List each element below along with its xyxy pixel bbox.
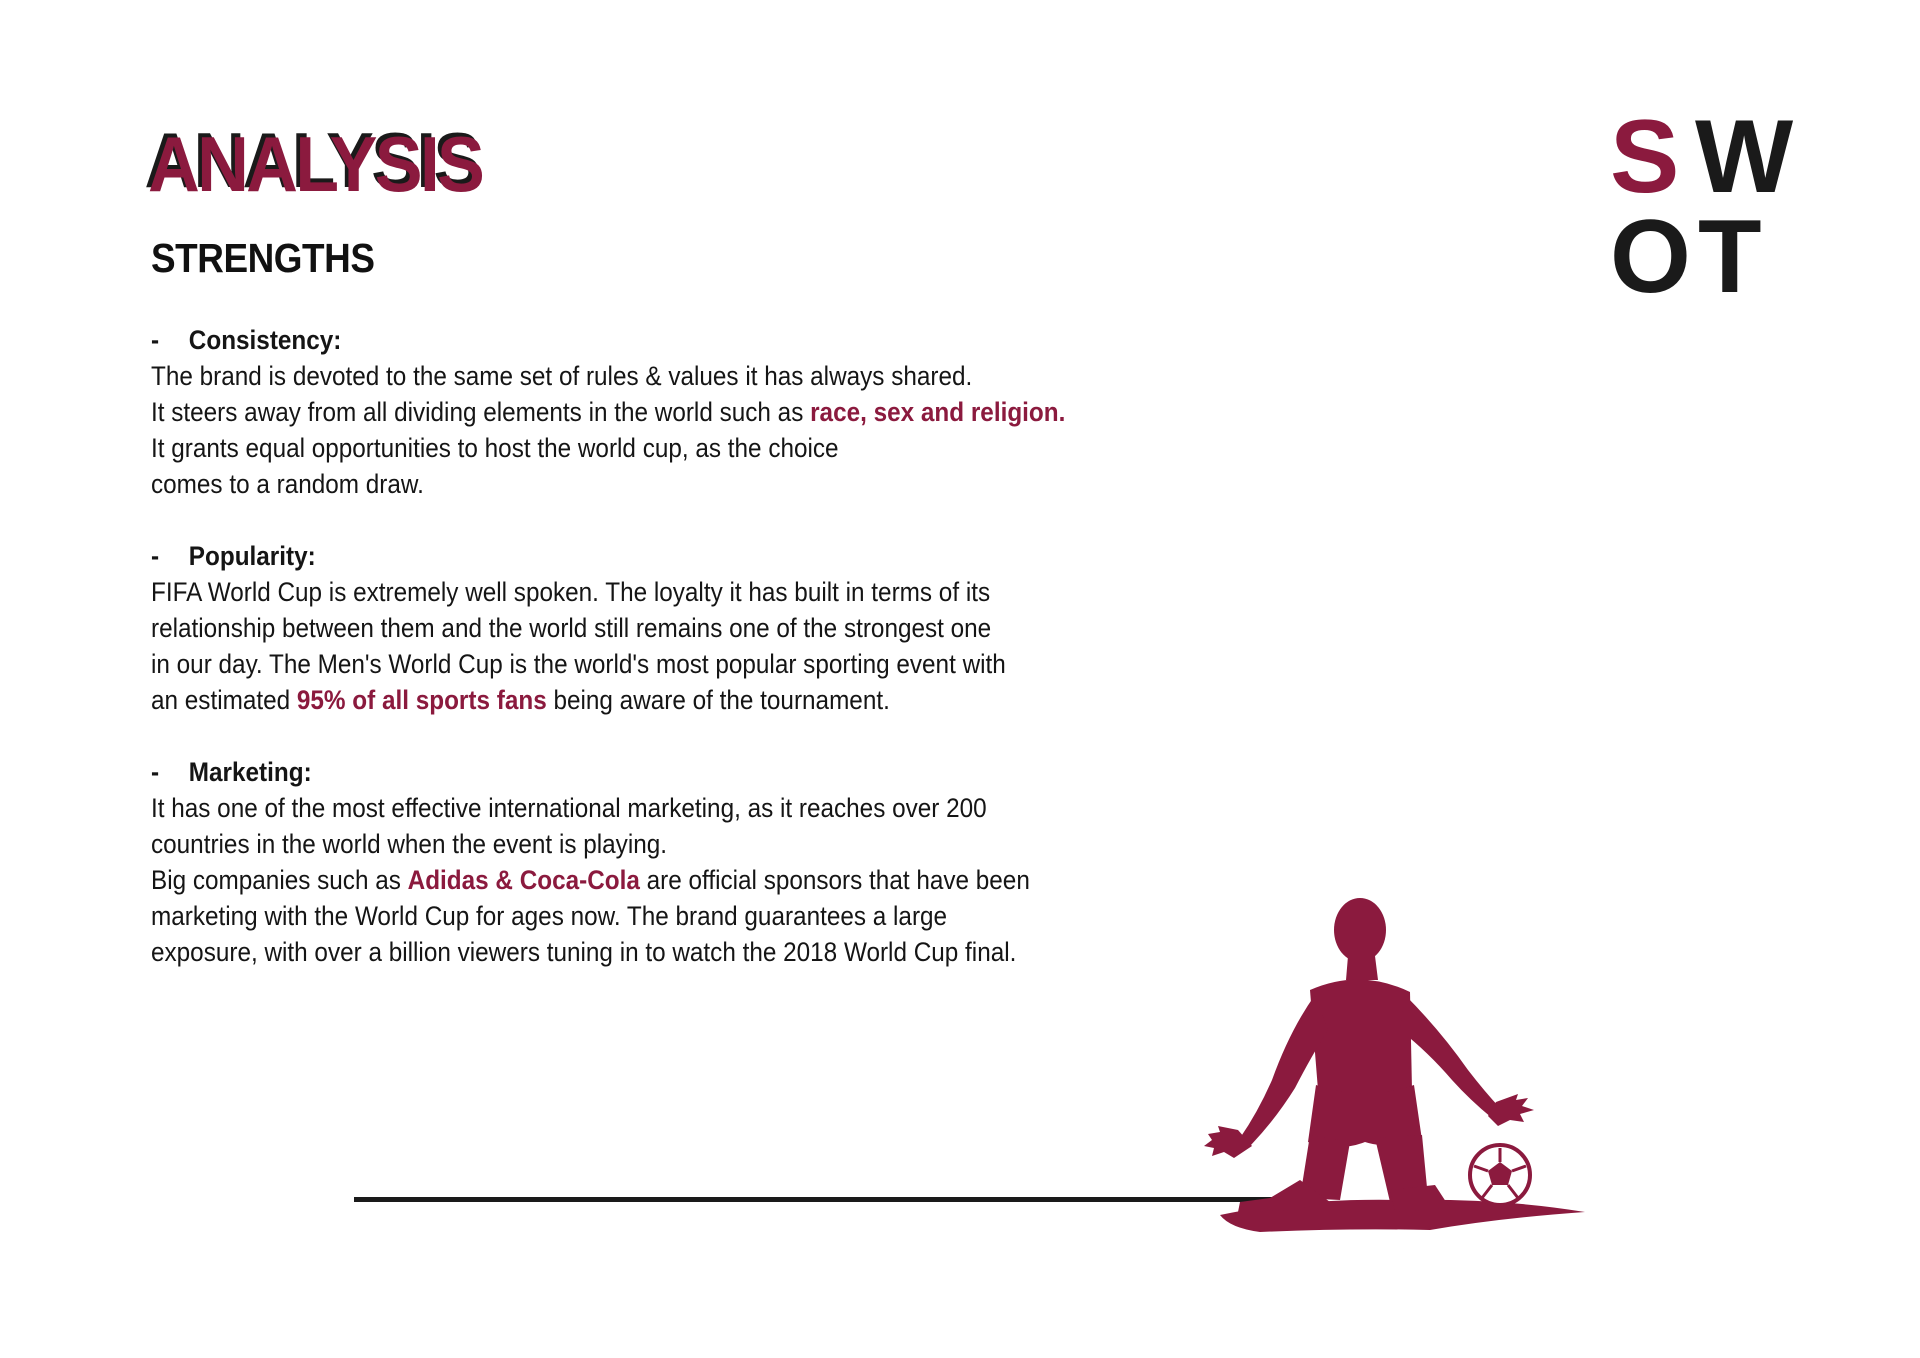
body-line	[151, 466, 1033, 502]
player-silhouette-svg	[1200, 880, 1600, 1240]
swot-letter-t: T	[1698, 199, 1762, 315]
line-text: countries in the world when the event is playing.	[151, 829, 667, 859]
body-line	[151, 682, 1033, 718]
body-line	[151, 394, 1066, 430]
line-text: FIFA World Cup is extremely well spoken. The loyalty it has built in terms of its	[151, 577, 991, 607]
section-popularity	[151, 538, 1033, 718]
section-subtitle: STRENGTHS	[151, 235, 375, 281]
swot-logo	[1610, 99, 1800, 315]
section-heading	[151, 322, 1033, 358]
body-line	[151, 790, 1033, 826]
section-consistency	[151, 322, 1066, 502]
line-text: exposure, with over a billion viewers tuning in to watch the 2018 World Cup final.	[151, 937, 1017, 967]
line-text: marketing with the World Cup for ages now. The brand guarantees a large	[151, 901, 948, 931]
page-title-wrap	[148, 120, 511, 208]
football-icon	[1470, 1145, 1530, 1205]
horizontal-divider	[354, 1197, 1274, 1202]
kneeling-football-player-silhouette-icon	[1200, 880, 1600, 1240]
section-marketing	[151, 754, 1033, 970]
body-line	[151, 934, 1033, 970]
swot-letter-s: S	[1610, 99, 1680, 215]
swot-letter-w: W	[1695, 99, 1794, 215]
highlight-text: 95% of all sports fans	[296, 685, 547, 715]
swot-letter-o: O	[1610, 199, 1691, 315]
section-heading	[151, 754, 1033, 790]
line-text: It grants equal opportunities to host the world cup, as the choice	[151, 433, 839, 463]
body-line	[151, 826, 1033, 862]
line-text: relationship between them and the world still remains one of the strongest one	[151, 613, 992, 643]
bullet-dash: -	[151, 757, 160, 787]
line-text: comes to a random draw.	[151, 469, 424, 499]
page-title: ANALYSIS	[148, 120, 483, 208]
highlight-text: Adidas & Coca-Cola	[407, 865, 640, 895]
bullet-dash: -	[151, 541, 160, 571]
heading-text: Marketing:	[188, 757, 312, 787]
line-text: in our day. The Men's World Cup is the world's most popular sporting event with	[151, 649, 1006, 679]
bullet-dash: -	[151, 325, 160, 355]
body-line	[151, 358, 1033, 394]
body-line	[151, 610, 1033, 646]
line-text: The brand is devoted to the same set of rules & values it has always shared.	[151, 361, 973, 391]
line-text: being aware of the tournament.	[546, 685, 890, 715]
line-text: It has one of the most effective international marketing, as it reaches over 200	[151, 793, 987, 823]
line-text: an estimated	[151, 685, 297, 715]
body-line	[151, 898, 1033, 934]
body-line	[151, 862, 1033, 898]
body-line	[151, 646, 1033, 682]
body-line	[151, 574, 1033, 610]
section-heading	[151, 538, 1033, 574]
body-line	[151, 430, 1033, 466]
highlight-text: race, sex and religion.	[810, 397, 1066, 427]
line-text: It steers away from all dividing elements in the world such as	[151, 397, 811, 427]
line-text: Big companies such as	[151, 865, 408, 895]
line-text: are official sponsors that have been	[639, 865, 1030, 895]
heading-text: Consistency:	[188, 325, 342, 355]
heading-text: Popularity:	[188, 541, 316, 571]
strengths-content	[151, 322, 1066, 1006]
